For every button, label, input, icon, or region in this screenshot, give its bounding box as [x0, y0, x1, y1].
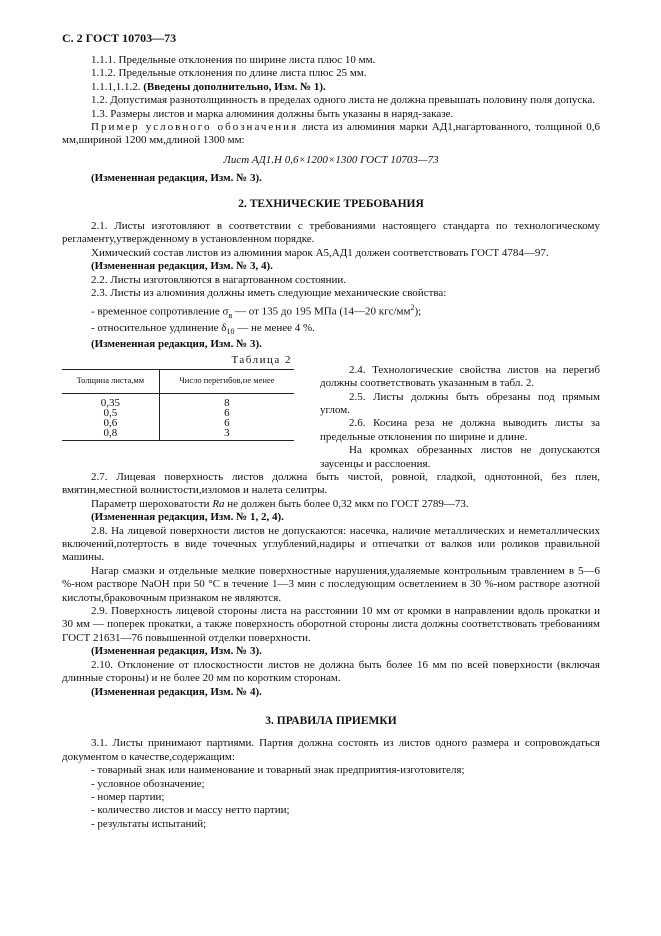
table-cell: 0,35	[100, 396, 120, 409]
list-item: - номер партии;	[91, 790, 165, 803]
table-caption: Таблица 2	[231, 353, 292, 366]
para-2-10: 2.10. Отклонение от плоскостности листов не должна быть более 16 мм по всей поверхности (включая длинные стороны) и не более 20 мм по коротким сторонам.	[62, 658, 600, 685]
list-item: - товарный знак или наименование и товарный знак предприятия-изготовителя;	[91, 764, 465, 777]
table-cell: 0,8	[62, 428, 159, 441]
para-2-2: 2.2. Листы изготовляются в нагартованном состоянии.	[91, 273, 347, 286]
list-item: - результаты испытаний;	[91, 817, 207, 830]
para-2-3-tensile	[62, 301, 600, 322]
amendment-note: (Измененная редакция, Изм. № 3).	[91, 338, 262, 351]
amendment-note: (Введены дополнительно, Изм. № 1).	[143, 80, 326, 93]
example-prefix: Пример условного обозначения	[91, 121, 299, 134]
example-paragraph	[62, 121, 600, 148]
document-body	[62, 54, 600, 831]
table-cell: 0,5	[103, 406, 118, 419]
para-2-6-edges: На кромках обрезанных листов не допускаются заусенцы и расслоения.	[320, 444, 600, 470]
table-header-thickness: Толщина листа,мм	[62, 370, 159, 393]
roughness-value: не должен быть более 0,32 мкм по ГОСТ 2789—73.	[224, 497, 469, 510]
table-header-row	[62, 370, 294, 393]
para-1-2: 1.2. Допустимая разнотолщинность в пределах одного листа не должна превышать половину поля допуска.	[91, 94, 596, 107]
table-cell: 0,6	[103, 416, 118, 429]
example-text: листа из алюминия марки АД1,нагартованного, толщиной 0,6 мм,шириной 1200 мм,длиной 1300 мм:	[62, 121, 600, 147]
table-row	[62, 428, 294, 441]
roughness-symbol: Ra	[212, 497, 225, 510]
designation-example: Лист АД1.Н 0,6×1200×1300 ГОСТ 10703—73	[223, 153, 439, 166]
para-2-1-chem: Химический состав листов из алюминия марок А5,АД1 должен соответствовать ГОСТ 4784—97.	[91, 246, 549, 259]
sigma-subscript: в	[228, 310, 233, 320]
para-2-8: 2.8. На лицевой поверхности листов не допускаются: насечка, наличие металлических и неметаллических включений,потертость в виде точечных углублений,надиры и отпечатки от валков или роликов правильной машины.	[62, 524, 600, 564]
para-2-7-roughness	[62, 498, 600, 511]
section-title-acceptance: 3. ПРАВИЛА ПРИЕМКИ	[265, 714, 397, 727]
elongation-label: - относительное удлинение δ	[91, 321, 227, 334]
page-header: С. 2 ГОСТ 10703—73	[62, 31, 177, 45]
tensile-label: - временное сопротивление σ	[91, 305, 229, 318]
table-side-text	[320, 354, 600, 471]
para-2-6: 2.6. Косина реза не должна выводить листы за предельные отклонения по ширине и длине.	[320, 417, 600, 443]
amendment-note: (Измененная редакция, Изм. № 1, 2, 4).	[91, 511, 284, 524]
table-row	[62, 393, 294, 408]
para-2-5: 2.5. Листы должны быть обрезаны под прямым углом.	[320, 390, 600, 416]
table-header-bends: Число перегибов,не менее	[159, 370, 294, 393]
roughness-label: Параметр шероховатости	[91, 497, 213, 510]
para-2-9: 2.9. Поверхность лицевой стороны листа на расстоянии 10 мм от кромки в направлении вдоль прокатки и 30 мм — поперек прокатки, а также поверхность оборотной стороны листа должны соответствовать требованиям ГОСТ 21631—76 повышенной отделки поверхности.	[62, 605, 600, 644]
para-2-8-etch: Нагар смазки и отдельные мелкие поверхностные нарушения,удаляемые контрольным травлением в 5—6 %-ном растворе NaOH при 50 °С в течение 1—3 мин с последующим осветлением в 30 %-ном растворе азотной кислоты,браковочным признаком не являются.	[62, 564, 600, 604]
table-cell: 6	[159, 418, 294, 428]
table-cell: 8	[159, 393, 294, 408]
table-row	[62, 418, 294, 428]
elongation-value: — не менее 4 %.	[234, 321, 315, 334]
para-2-3-elong	[62, 322, 600, 339]
delta-subscript: 10	[226, 326, 235, 336]
para-1-1-amend	[62, 81, 600, 94]
table-cell: 3	[159, 428, 294, 441]
amendment-note: (Измененная редакция, Изм. № 4).	[91, 685, 262, 698]
para-2-4: 2.4. Технологические свойства листов на перегиб должны соответствовать указанным в табл. 2.	[320, 363, 600, 390]
table-cell: 6	[159, 408, 294, 418]
tensile-value: — от 135 до 195 МПа (14—20 кгс/мм	[232, 305, 411, 318]
para-1-3: 1.3. Размеры листов и марка алюминия должны быть указаны в наряд-заказе.	[91, 107, 454, 120]
amendment-note: (Измененная редакция, Изм. № 3, 4).	[91, 260, 273, 273]
para-2-7: 2.7. Лицевая поверхность листов должна быть чистой, ровной, гладкой, однотонной, без плен, вмятин,местной волнистости,изломов и налета селитры.	[62, 471, 600, 497]
section-title-technical: 2. ТЕХНИЧЕСКИЕ ТРЕБОВАНИЯ	[238, 197, 424, 210]
table-row	[62, 408, 294, 418]
table-section	[62, 354, 600, 471]
table-column	[62, 354, 294, 441]
para-1-1-1: 1.1.1. Предельные отклонения по ширине листа плюс 10 мм.	[91, 54, 376, 66]
list-item: - количество листов и массу нетто партии;	[91, 804, 290, 817]
para-1-1-2: 1.1.2. Предельные отклонения по длине листа плюс 25 мм.	[91, 67, 367, 80]
bend-table	[62, 369, 294, 440]
list-item: - условное обозначение;	[91, 777, 205, 790]
para-3-1: 3.1. Листы принимают партиями. Партия должна состоять из листов одного размера и сопровождаться документом о качестве,содержащим:	[62, 737, 600, 763]
unit-superscript: 2	[410, 302, 415, 312]
para-1-1-amend-ref: 1.1.1,1.1.2.	[91, 80, 144, 93]
para-2-1: 2.1. Листы изготовляют в соответствии с требованиями настоящего стандарта по технологическому регламенту,утвержденному в установленном порядке.	[62, 220, 600, 246]
tensile-end: );	[414, 305, 422, 318]
amendment-note: (Измененная редакция, Изм. № 3).	[91, 645, 262, 658]
para-2-3: 2.3. Листы из алюминия должны иметь следующие механические свойства:	[91, 287, 447, 300]
amendment-note: (Измененная редакция, Изм. № 3).	[91, 172, 262, 185]
